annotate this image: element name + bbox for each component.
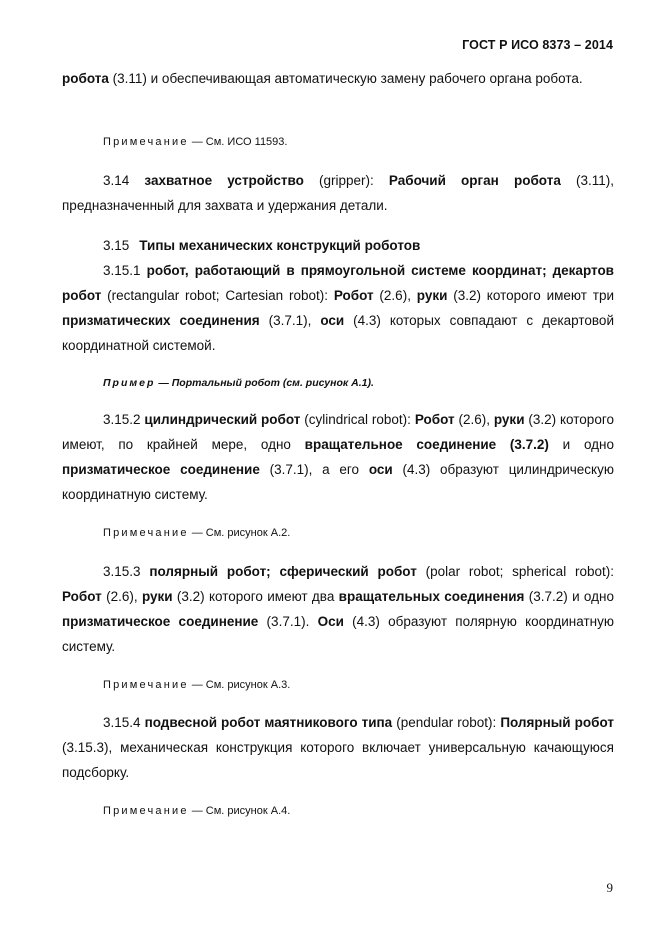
text-run: (gripper):: [303, 173, 389, 188]
term: подвесной робот маятникового типа: [144, 715, 393, 730]
note-dash: —: [188, 805, 206, 817]
text-run: (3.7.1), а его: [259, 462, 369, 477]
bold-ref: Рабочий орган робота: [388, 173, 561, 188]
note-label: Примечание: [103, 805, 189, 817]
bold-ref: оси: [368, 462, 393, 477]
note-dash: —: [188, 527, 206, 539]
bold-ref: Робот: [414, 412, 455, 427]
bold-ref: призматическое соединение: [62, 462, 260, 477]
text-run: (rectangular robot; Cartesian robot):: [101, 288, 334, 303]
bold-ref: призматических соединения: [62, 313, 260, 328]
text-run: (3.7.1),: [259, 313, 321, 328]
bold-ref: вращательных соединения: [338, 589, 525, 604]
text-run: (4.3) образуют цилиндрическую координатную систему.: [62, 462, 614, 502]
text-run: (3.11) и обеспечивающая автоматическую замену рабочего органа робота.: [108, 71, 583, 86]
example-text: Портальный робот (см. рисунок А.1).: [171, 377, 374, 389]
text-run: (3.15.3), механическая конструкция которого включает универсальную качающуюся подсборку.: [62, 740, 614, 780]
page-number: 9: [606, 880, 613, 895]
text-run: (2.6),: [373, 288, 417, 303]
text-run: (3.2) которого имеют три: [447, 288, 614, 303]
note-label: Примечание: [103, 679, 189, 691]
text-run: (4.3) которых совпадают с декартовой координатной системой.: [62, 313, 614, 353]
paragraph-3-15-2: [62, 407, 614, 507]
text-run: (2.6),: [101, 589, 142, 604]
example-label: Пример: [103, 377, 156, 389]
clause-number: 3.14: [103, 173, 145, 188]
document-header: ГОСТ Р ИСО 8373 – 2014: [462, 38, 613, 52]
clause-number: 3.15.2: [103, 412, 145, 427]
note-text: См. рисунок А.2.: [205, 527, 291, 539]
note-4: [103, 803, 613, 819]
paragraph-continuation: [62, 66, 614, 91]
note-text: См. рисунок А.3.: [205, 679, 291, 691]
note-label: Примечание: [103, 527, 189, 539]
note-3: [103, 677, 613, 693]
bold-ref: призматическое соединение: [62, 614, 259, 629]
paragraph-3-15-3: [62, 559, 614, 659]
bold-ref: Робот: [62, 589, 102, 604]
text-run: (pendular robot):: [392, 715, 501, 730]
clause-number: 3.15.4: [103, 715, 145, 730]
bold-ref: руки: [493, 412, 525, 427]
text-run: (3.2) которого имеют два: [172, 589, 339, 604]
text-run: (3.7.1).: [258, 614, 318, 629]
term: робот, работающий в прямоугольной системе координат; декартов робот: [62, 263, 614, 303]
term: полярный робот; сферический робот: [149, 564, 417, 579]
bold-ref: оси: [320, 313, 345, 328]
section-number: 3.15: [103, 238, 130, 253]
term: захватное устройство: [144, 173, 304, 188]
bold-ref: Робот: [333, 288, 374, 303]
note-dash: —: [188, 679, 206, 691]
bold-ref: Оси: [317, 614, 344, 629]
example-dash: —: [155, 377, 172, 389]
bold-term: робота: [62, 71, 109, 86]
clause-number: 3.15.3: [103, 564, 150, 579]
bold-ref: руки: [416, 288, 448, 303]
text-run: (3.2) которого имеют, по крайней мере, одно: [62, 412, 614, 452]
text-run: (4.3) образуют полярную координатную систему.: [62, 614, 614, 654]
note-dash: —: [188, 136, 206, 148]
text-run: (3.7.2) и одно: [524, 589, 614, 604]
note-text: См. рисунок А.4.: [205, 805, 291, 817]
text-run: (2.6),: [454, 412, 494, 427]
paragraph-3-15-1: [62, 258, 614, 358]
clause-number: 3.15.1: [103, 263, 147, 278]
bold-ref: Полярный робот: [500, 715, 614, 730]
note-label: Примечание: [103, 136, 189, 148]
term: цилиндрический робот: [144, 412, 301, 427]
section-heading-3-15: [62, 233, 614, 258]
note-1: [103, 134, 613, 150]
text-run: (polar robot; spherical robot):: [416, 564, 614, 579]
note-text: См. ИСО 11593.: [205, 136, 288, 148]
section-title: Типы механических конструкций роботов: [139, 238, 421, 253]
note-2: [103, 525, 613, 541]
text-run: (cylindrical robot):: [300, 412, 415, 427]
example-1: [103, 375, 613, 391]
bold-ref: вращательное соединение (3.7.2): [304, 437, 549, 452]
paragraph-3-14: [62, 168, 614, 218]
bold-ref: руки: [141, 589, 173, 604]
text-run: и одно: [548, 437, 614, 452]
paragraph-3-15-4: [62, 710, 614, 785]
text-run: (3.11), предназначенный для захвата и удержания детали.: [62, 173, 614, 213]
